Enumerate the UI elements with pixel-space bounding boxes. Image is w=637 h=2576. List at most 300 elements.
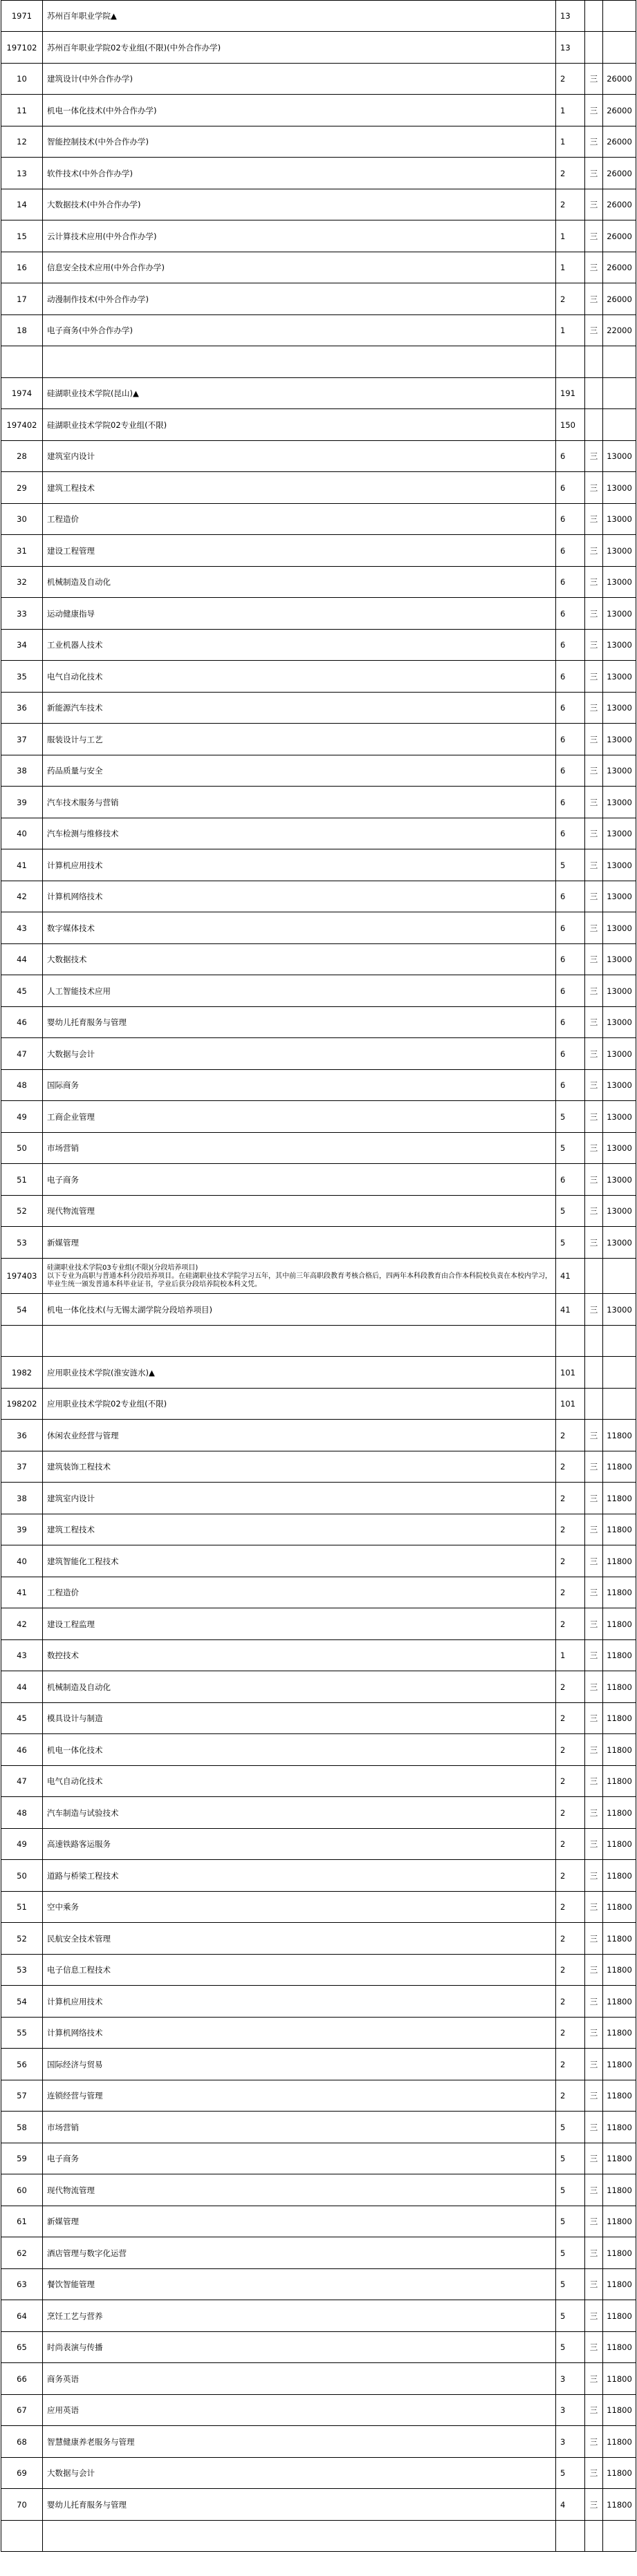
row-code-cell: 49 [1, 1829, 43, 1860]
row-name-cell: 电气自动化技术 [43, 1766, 556, 1797]
row-name-cell: 连锁经营与管理 [43, 2080, 556, 2112]
row-fee-cell: 22000 [603, 315, 636, 346]
row-fee-cell: 11800 [603, 1483, 636, 1514]
row-code-cell: 61 [1, 2206, 43, 2237]
row-years-cell: 三 [585, 2332, 603, 2363]
row-plan-cell [556, 346, 585, 378]
row-fee-cell: 11800 [603, 2395, 636, 2426]
row-years-cell: 三 [585, 849, 603, 881]
table-row [1, 724, 636, 755]
row-code-cell: 58 [1, 2112, 43, 2143]
row-plan-cell: 2 [556, 1420, 585, 1451]
row-plan-cell: 5 [556, 2206, 585, 2237]
row-name-cell: 建筑工程技术 [43, 472, 556, 504]
table-row [1, 504, 636, 535]
row-name-cell [43, 1326, 556, 1357]
row-code-cell: 42 [1, 881, 43, 912]
table-row [1, 1357, 636, 1389]
row-plan-cell: 2 [556, 1703, 585, 1734]
table-row [1, 2018, 636, 2049]
row-name-cell: 应用英语 [43, 2395, 556, 2426]
row-plan-cell: 5 [556, 1101, 585, 1133]
row-years-cell: 三 [585, 912, 603, 944]
row-years-cell: 三 [585, 1514, 603, 1545]
table-row [1, 1038, 636, 1070]
table-row [1, 2363, 636, 2395]
row-plan-cell: 2 [556, 1483, 585, 1514]
row-fee-cell: 13000 [603, 567, 636, 598]
row-fee-cell: 26000 [603, 158, 636, 189]
row-name-cell: 智慧健康养老服务与管理 [43, 2426, 556, 2458]
row-name-cell: 应用职业技术学院(淮安涟水)▲ [43, 1357, 556, 1389]
row-plan-cell: 5 [556, 2237, 585, 2269]
table-row [1, 441, 636, 472]
row-fee-cell: 11800 [603, 1892, 636, 1923]
row-code-cell: 37 [1, 724, 43, 755]
row-fee-cell: 26000 [603, 283, 636, 315]
row-years-cell [585, 1357, 603, 1389]
row-code-cell: 49 [1, 1101, 43, 1133]
row-name-cell: 汽车技术服务与营销 [43, 787, 556, 818]
row-name-cell: 汽车检测与维修技术 [43, 818, 556, 849]
row-years-cell [585, 2521, 603, 2552]
row-years-cell: 三 [585, 1797, 603, 1829]
row-years-cell: 三 [585, 2489, 603, 2521]
row-name-cell: 软件技术(中外合作办学) [43, 158, 556, 189]
table-row [1, 849, 636, 881]
row-name-cell: 烹饪工艺与营养 [43, 2300, 556, 2332]
row-plan-cell: 6 [556, 598, 585, 630]
row-plan-cell: 41 [556, 1259, 585, 1294]
row-plan-cell: 4 [556, 2489, 585, 2521]
row-name-cell: 工商企业管理 [43, 1101, 556, 1133]
table-row [1, 567, 636, 598]
row-plan-cell: 6 [556, 881, 585, 912]
row-code-cell: 65 [1, 2332, 43, 2363]
row-name-cell: 建筑设计(中外合作办学) [43, 64, 556, 95]
row-plan-cell: 2 [556, 1829, 585, 1860]
row-code-cell: 47 [1, 1038, 43, 1070]
row-fee-cell: 11800 [603, 1577, 636, 1608]
row-fee-cell: 11800 [603, 2018, 636, 2049]
row-fee-cell: 26000 [603, 189, 636, 220]
row-fee-cell: 11800 [603, 1420, 636, 1451]
row-plan-cell: 2 [556, 1955, 585, 1986]
row-name-cell: 信息安全技术应用(中外合作办学) [43, 252, 556, 283]
row-code-cell: 32 [1, 567, 43, 598]
table-row [1, 1101, 636, 1133]
row-years-cell: 三 [585, 1133, 603, 1164]
row-name-cell: 苏州百年职业学院▲ [43, 1, 556, 32]
row-plan-cell [556, 2521, 585, 2552]
row-code-cell: 60 [1, 2174, 43, 2206]
row-name-cell: 汽车制造与试验技术 [43, 1797, 556, 1829]
row-years-cell: 三 [585, 1986, 603, 2018]
table-row [1, 2426, 636, 2458]
row-plan-cell: 6 [556, 1007, 585, 1038]
row-years-cell: 三 [585, 1923, 603, 1955]
table-row [1, 409, 636, 441]
row-plan-cell: 6 [556, 630, 585, 661]
row-name-cell: 民航安全技术管理 [43, 1923, 556, 1955]
row-code-cell: 43 [1, 1640, 43, 1671]
row-code-cell: 50 [1, 1860, 43, 1892]
row-fee-cell: 11800 [603, 2049, 636, 2080]
table-row [1, 818, 636, 849]
row-name-cell: 建设工程管理 [43, 535, 556, 567]
table-row [1, 189, 636, 220]
row-name-cell: 新媒管理 [43, 2206, 556, 2237]
row-fee-cell: 13000 [603, 1294, 636, 1326]
row-code-cell: 30 [1, 504, 43, 535]
row-fee-cell [603, 2521, 636, 2552]
table-row [1, 1, 636, 32]
row-years-cell: 三 [585, 2206, 603, 2237]
row-plan-cell: 5 [556, 849, 585, 881]
row-name-cell: 服装设计与工艺 [43, 724, 556, 755]
table-row [1, 1451, 636, 1483]
table-row [1, 2300, 636, 2332]
row-years-cell: 三 [585, 2426, 603, 2458]
row-years-cell: 三 [585, 1038, 603, 1070]
row-code-cell: 46 [1, 1734, 43, 1766]
row-code-cell: 45 [1, 1703, 43, 1734]
table-row [1, 1955, 636, 1986]
row-fee-cell: 13000 [603, 1007, 636, 1038]
row-fee-cell: 11800 [603, 1860, 636, 1892]
row-years-cell: 三 [585, 283, 603, 315]
row-plan-cell: 5 [556, 1133, 585, 1164]
row-code-cell: 48 [1, 1070, 43, 1101]
row-name-cell: 婴幼儿托育服务与管理 [43, 2489, 556, 2521]
row-fee-cell: 13000 [603, 630, 636, 661]
row-fee-cell: 11800 [603, 1734, 636, 1766]
row-years-cell: 三 [585, 818, 603, 849]
row-plan-cell: 2 [556, 1986, 585, 2018]
row-plan-cell: 6 [556, 441, 585, 472]
row-name-cell: 新媒管理 [43, 1227, 556, 1259]
row-years-cell: 三 [585, 315, 603, 346]
table-row [1, 535, 636, 567]
row-name-cell: 婴幼儿托育服务与管理 [43, 1007, 556, 1038]
row-fee-cell [603, 1, 636, 32]
row-name-cell: 时尚表演与传播 [43, 2332, 556, 2363]
row-plan-cell: 1 [556, 220, 585, 252]
row-plan-cell: 101 [556, 1357, 585, 1389]
row-years-cell: 三 [585, 1766, 603, 1797]
row-name-cell: 电子信息工程技术 [43, 1955, 556, 1986]
row-years-cell: 三 [585, 661, 603, 693]
row-years-cell: 三 [585, 2269, 603, 2300]
row-code-cell: 38 [1, 1483, 43, 1514]
row-years-cell: 三 [585, 2112, 603, 2143]
table-row [1, 1389, 636, 1420]
row-name-cell: 数字媒体技术 [43, 912, 556, 944]
row-fee-cell: 13000 [603, 1196, 636, 1227]
row-years-cell: 三 [585, 630, 603, 661]
row-years-cell: 三 [585, 598, 603, 630]
row-fee-cell: 13000 [603, 1038, 636, 1070]
row-years-cell: 三 [585, 2049, 603, 2080]
row-code-cell: 29 [1, 472, 43, 504]
table-row [1, 252, 636, 283]
row-code-cell: 46 [1, 1007, 43, 1038]
row-years-cell: 三 [585, 1294, 603, 1326]
row-plan-cell: 5 [556, 2174, 585, 2206]
row-name-cell: 硅湖职业技术学院02专业组(不限) [43, 409, 556, 441]
row-fee-cell: 11800 [603, 1545, 636, 1577]
row-plan-cell: 2 [556, 2018, 585, 2049]
table-row [1, 1892, 636, 1923]
row-name-cell: 机械制造及自动化 [43, 1671, 556, 1703]
table-row [1, 2174, 636, 2206]
row-years-cell [585, 1389, 603, 1420]
table-row [1, 126, 636, 158]
table-row [1, 975, 636, 1007]
table-row [1, 912, 636, 944]
row-plan-cell: 101 [556, 1389, 585, 1420]
row-name-cell: 云计算技术应用(中外合作办学) [43, 220, 556, 252]
row-plan-cell: 6 [556, 787, 585, 818]
row-plan-cell: 6 [556, 944, 585, 975]
row-plan-cell: 2 [556, 1545, 585, 1577]
table-row [1, 2332, 636, 2363]
row-plan-cell: 2 [556, 1671, 585, 1703]
row-code-cell: 40 [1, 1545, 43, 1577]
row-name-cell: 建筑室内设计 [43, 1483, 556, 1514]
table-row [1, 693, 636, 724]
row-years-cell: 三 [585, 1420, 603, 1451]
row-name-cell: 建设工程监理 [43, 1608, 556, 1640]
row-code-cell: 31 [1, 535, 43, 567]
row-years-cell: 三 [585, 252, 603, 283]
row-plan-cell: 1 [556, 126, 585, 158]
row-plan-cell: 6 [556, 755, 585, 787]
table-row [1, 283, 636, 315]
row-years-cell: 三 [585, 2143, 603, 2174]
table-row [1, 2112, 636, 2143]
table-row [1, 1640, 636, 1671]
row-code-cell: 67 [1, 2395, 43, 2426]
row-code-cell: 44 [1, 944, 43, 975]
row-code-cell: 197102 [1, 32, 43, 64]
row-fee-cell: 13000 [603, 535, 636, 567]
row-years-cell: 三 [585, 1640, 603, 1671]
row-name-cell: 计算机应用技术 [43, 849, 556, 881]
row-name-cell: 建筑装饰工程技术 [43, 1451, 556, 1483]
table-row [1, 1734, 636, 1766]
row-name-cell: 苏州百年职业学院02专业组(不限)(中外合作办学) [43, 32, 556, 64]
row-years-cell: 三 [585, 787, 603, 818]
row-name-cell: 电子商务 [43, 1164, 556, 1196]
row-fee-cell: 11800 [603, 2363, 636, 2395]
row-plan-cell: 6 [556, 1038, 585, 1070]
admission-plan-table [1, 0, 636, 2552]
row-fee-cell: 11800 [603, 1703, 636, 1734]
row-code-cell: 51 [1, 1892, 43, 1923]
row-fee-cell: 11800 [603, 2489, 636, 2521]
row-code-cell: 54 [1, 1294, 43, 1326]
row-fee-cell [603, 346, 636, 378]
row-code-cell: 38 [1, 755, 43, 787]
row-plan-cell: 41 [556, 1294, 585, 1326]
row-code-cell: 47 [1, 1766, 43, 1797]
row-years-cell: 三 [585, 2458, 603, 2489]
row-code-cell: 43 [1, 912, 43, 944]
row-name-cell: 道路与桥梁工程技术 [43, 1860, 556, 1892]
row-fee-cell: 26000 [603, 95, 636, 126]
row-years-cell: 三 [585, 1671, 603, 1703]
row-fee-cell: 11800 [603, 2206, 636, 2237]
table-row [1, 787, 636, 818]
row-plan-cell: 5 [556, 1196, 585, 1227]
row-fee-cell: 13000 [603, 1227, 636, 1259]
row-code-cell: 10 [1, 64, 43, 95]
table-row [1, 2143, 636, 2174]
row-fee-cell [603, 1357, 636, 1389]
row-plan-cell: 2 [556, 1797, 585, 1829]
row-plan-cell: 6 [556, 818, 585, 849]
row-years-cell: 三 [585, 2395, 603, 2426]
row-code-cell: 39 [1, 1514, 43, 1545]
row-code-cell: 34 [1, 630, 43, 661]
row-fee-cell [603, 378, 636, 409]
row-fee-cell: 13000 [603, 849, 636, 881]
row-name-cell: 计算机网络技术 [43, 2018, 556, 2049]
row-name-cell [43, 1259, 556, 1294]
row-plan-cell: 5 [556, 2300, 585, 2332]
row-years-cell: 三 [585, 1860, 603, 1892]
table-row [1, 220, 636, 252]
row-fee-cell: 26000 [603, 126, 636, 158]
table-row [1, 1007, 636, 1038]
row-name-cell: 机电一体化技术 [43, 1734, 556, 1766]
row-years-cell: 三 [585, 1164, 603, 1196]
row-name-cell: 硅湖职业技术学院(昆山)▲ [43, 378, 556, 409]
table-row [1, 1070, 636, 1101]
row-plan-cell: 1 [556, 1640, 585, 1671]
row-fee-cell: 13000 [603, 661, 636, 693]
row-code-cell: 11 [1, 95, 43, 126]
row-name-cell: 电子商务 [43, 2143, 556, 2174]
row-years-cell: 三 [585, 126, 603, 158]
table-row [1, 755, 636, 787]
row-years-cell [585, 1326, 603, 1357]
table-row [1, 472, 636, 504]
table-row [1, 1326, 636, 1357]
row-name-cell: 应用职业技术学院02专业组(不限) [43, 1389, 556, 1420]
row-fee-cell: 13000 [603, 504, 636, 535]
row-plan-cell: 1 [556, 95, 585, 126]
row-code-cell: 17 [1, 283, 43, 315]
row-plan-cell: 2 [556, 2049, 585, 2080]
row-name-cell: 动漫制作技术(中外合作办学) [43, 283, 556, 315]
row-code-cell: 66 [1, 2363, 43, 2395]
row-code-cell: 50 [1, 1133, 43, 1164]
row-years-cell: 三 [585, 504, 603, 535]
row-fee-cell: 11800 [603, 1797, 636, 1829]
row-fee-cell: 11800 [603, 1923, 636, 1955]
row-name-cell: 建筑智能化工程技术 [43, 1545, 556, 1577]
row-code-cell: 15 [1, 220, 43, 252]
row-plan-cell: 191 [556, 378, 585, 409]
row-code-cell: 69 [1, 2458, 43, 2489]
row-code-cell: 36 [1, 693, 43, 724]
row-name-cell: 大数据技术(中外合作办学) [43, 189, 556, 220]
row-fee-cell: 11800 [603, 1640, 636, 1671]
table-row [1, 1420, 636, 1451]
row-years-cell [585, 346, 603, 378]
row-plan-cell: 5 [556, 2332, 585, 2363]
row-plan-cell: 5 [556, 2269, 585, 2300]
row-years-cell: 三 [585, 1608, 603, 1640]
row-plan-cell [556, 1326, 585, 1357]
row-name-cell: 市场营销 [43, 2112, 556, 2143]
table-row [1, 2049, 636, 2080]
row-code-cell: 70 [1, 2489, 43, 2521]
row-code-cell: 52 [1, 1196, 43, 1227]
row-plan-cell: 6 [556, 661, 585, 693]
row-plan-cell: 2 [556, 1923, 585, 1955]
row-fee-cell: 13000 [603, 1101, 636, 1133]
row-name-cell: 现代物流管理 [43, 1196, 556, 1227]
row-fee-cell: 11800 [603, 2174, 636, 2206]
row-fee-cell [603, 1389, 636, 1420]
row-plan-cell: 2 [556, 1451, 585, 1483]
row-years-cell: 三 [585, 189, 603, 220]
row-years-cell: 三 [585, 1007, 603, 1038]
row-years-cell: 三 [585, 2300, 603, 2332]
row-fee-cell: 13000 [603, 693, 636, 724]
row-fee-cell: 11800 [603, 2269, 636, 2300]
row-fee-cell: 11800 [603, 1986, 636, 2018]
row-name-cell: 电子商务(中外合作办学) [43, 315, 556, 346]
row-name-cell: 商务英语 [43, 2363, 556, 2395]
row-code-cell: 53 [1, 1955, 43, 1986]
row-fee-cell: 13000 [603, 1133, 636, 1164]
row-name-cell: 模具设计与制造 [43, 1703, 556, 1734]
row-code-cell: 40 [1, 818, 43, 849]
row-years-cell: 三 [585, 220, 603, 252]
table-row [1, 1986, 636, 2018]
table-row [1, 1483, 636, 1514]
row-years-cell [585, 378, 603, 409]
row-years-cell: 三 [585, 1892, 603, 1923]
row-fee-cell: 13000 [603, 472, 636, 504]
row-years-cell: 三 [585, 1703, 603, 1734]
table-row [1, 1227, 636, 1259]
table-row [1, 944, 636, 975]
row-fee-cell: 11800 [603, 1766, 636, 1797]
row-years-cell: 三 [585, 1483, 603, 1514]
row-plan-cell: 2 [556, 158, 585, 189]
row-name-cell [43, 346, 556, 378]
row-plan-cell: 6 [556, 693, 585, 724]
row-name-cell: 大数据与会计 [43, 2458, 556, 2489]
row-name-cell: 工程造价 [43, 504, 556, 535]
row-code-cell [1, 346, 43, 378]
row-fee-cell: 13000 [603, 787, 636, 818]
row-fee-cell: 13000 [603, 1070, 636, 1101]
table-row [1, 2206, 636, 2237]
row-plan-cell: 2 [556, 1860, 585, 1892]
row-plan-cell: 6 [556, 567, 585, 598]
row-code-cell: 59 [1, 2143, 43, 2174]
row-fee-cell: 11800 [603, 2080, 636, 2112]
table-body [1, 1, 636, 2552]
row-fee-cell: 13000 [603, 1164, 636, 1196]
row-fee-cell: 11800 [603, 1671, 636, 1703]
